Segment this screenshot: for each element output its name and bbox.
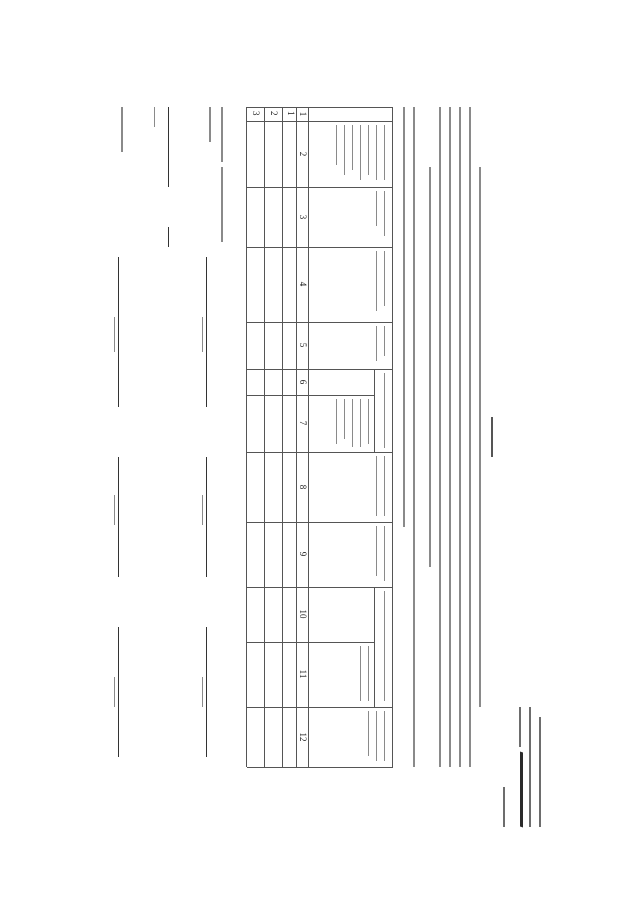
row-num-3: 3 [251,111,261,116]
col-num-2: 2 [298,151,308,157]
document-page [85,17,555,857]
rotated-document [85,17,555,857]
col-num-7: 7 [298,420,308,426]
row-num-2: 2 [269,111,279,116]
col-num-6: 6 [298,379,308,385]
col-num-1: 1 [298,111,308,117]
row-num-1: 1 [286,111,296,116]
col-num-11: 11 [298,669,308,679]
col-num-8: 8 [298,484,308,490]
col-num-10: 10 [298,609,308,619]
col-num-12: 12 [298,732,308,742]
col-num-3: 3 [298,214,308,220]
col-num-4: 4 [298,281,308,287]
col-num-9: 9 [298,551,308,557]
col-num-5: 5 [298,342,308,348]
